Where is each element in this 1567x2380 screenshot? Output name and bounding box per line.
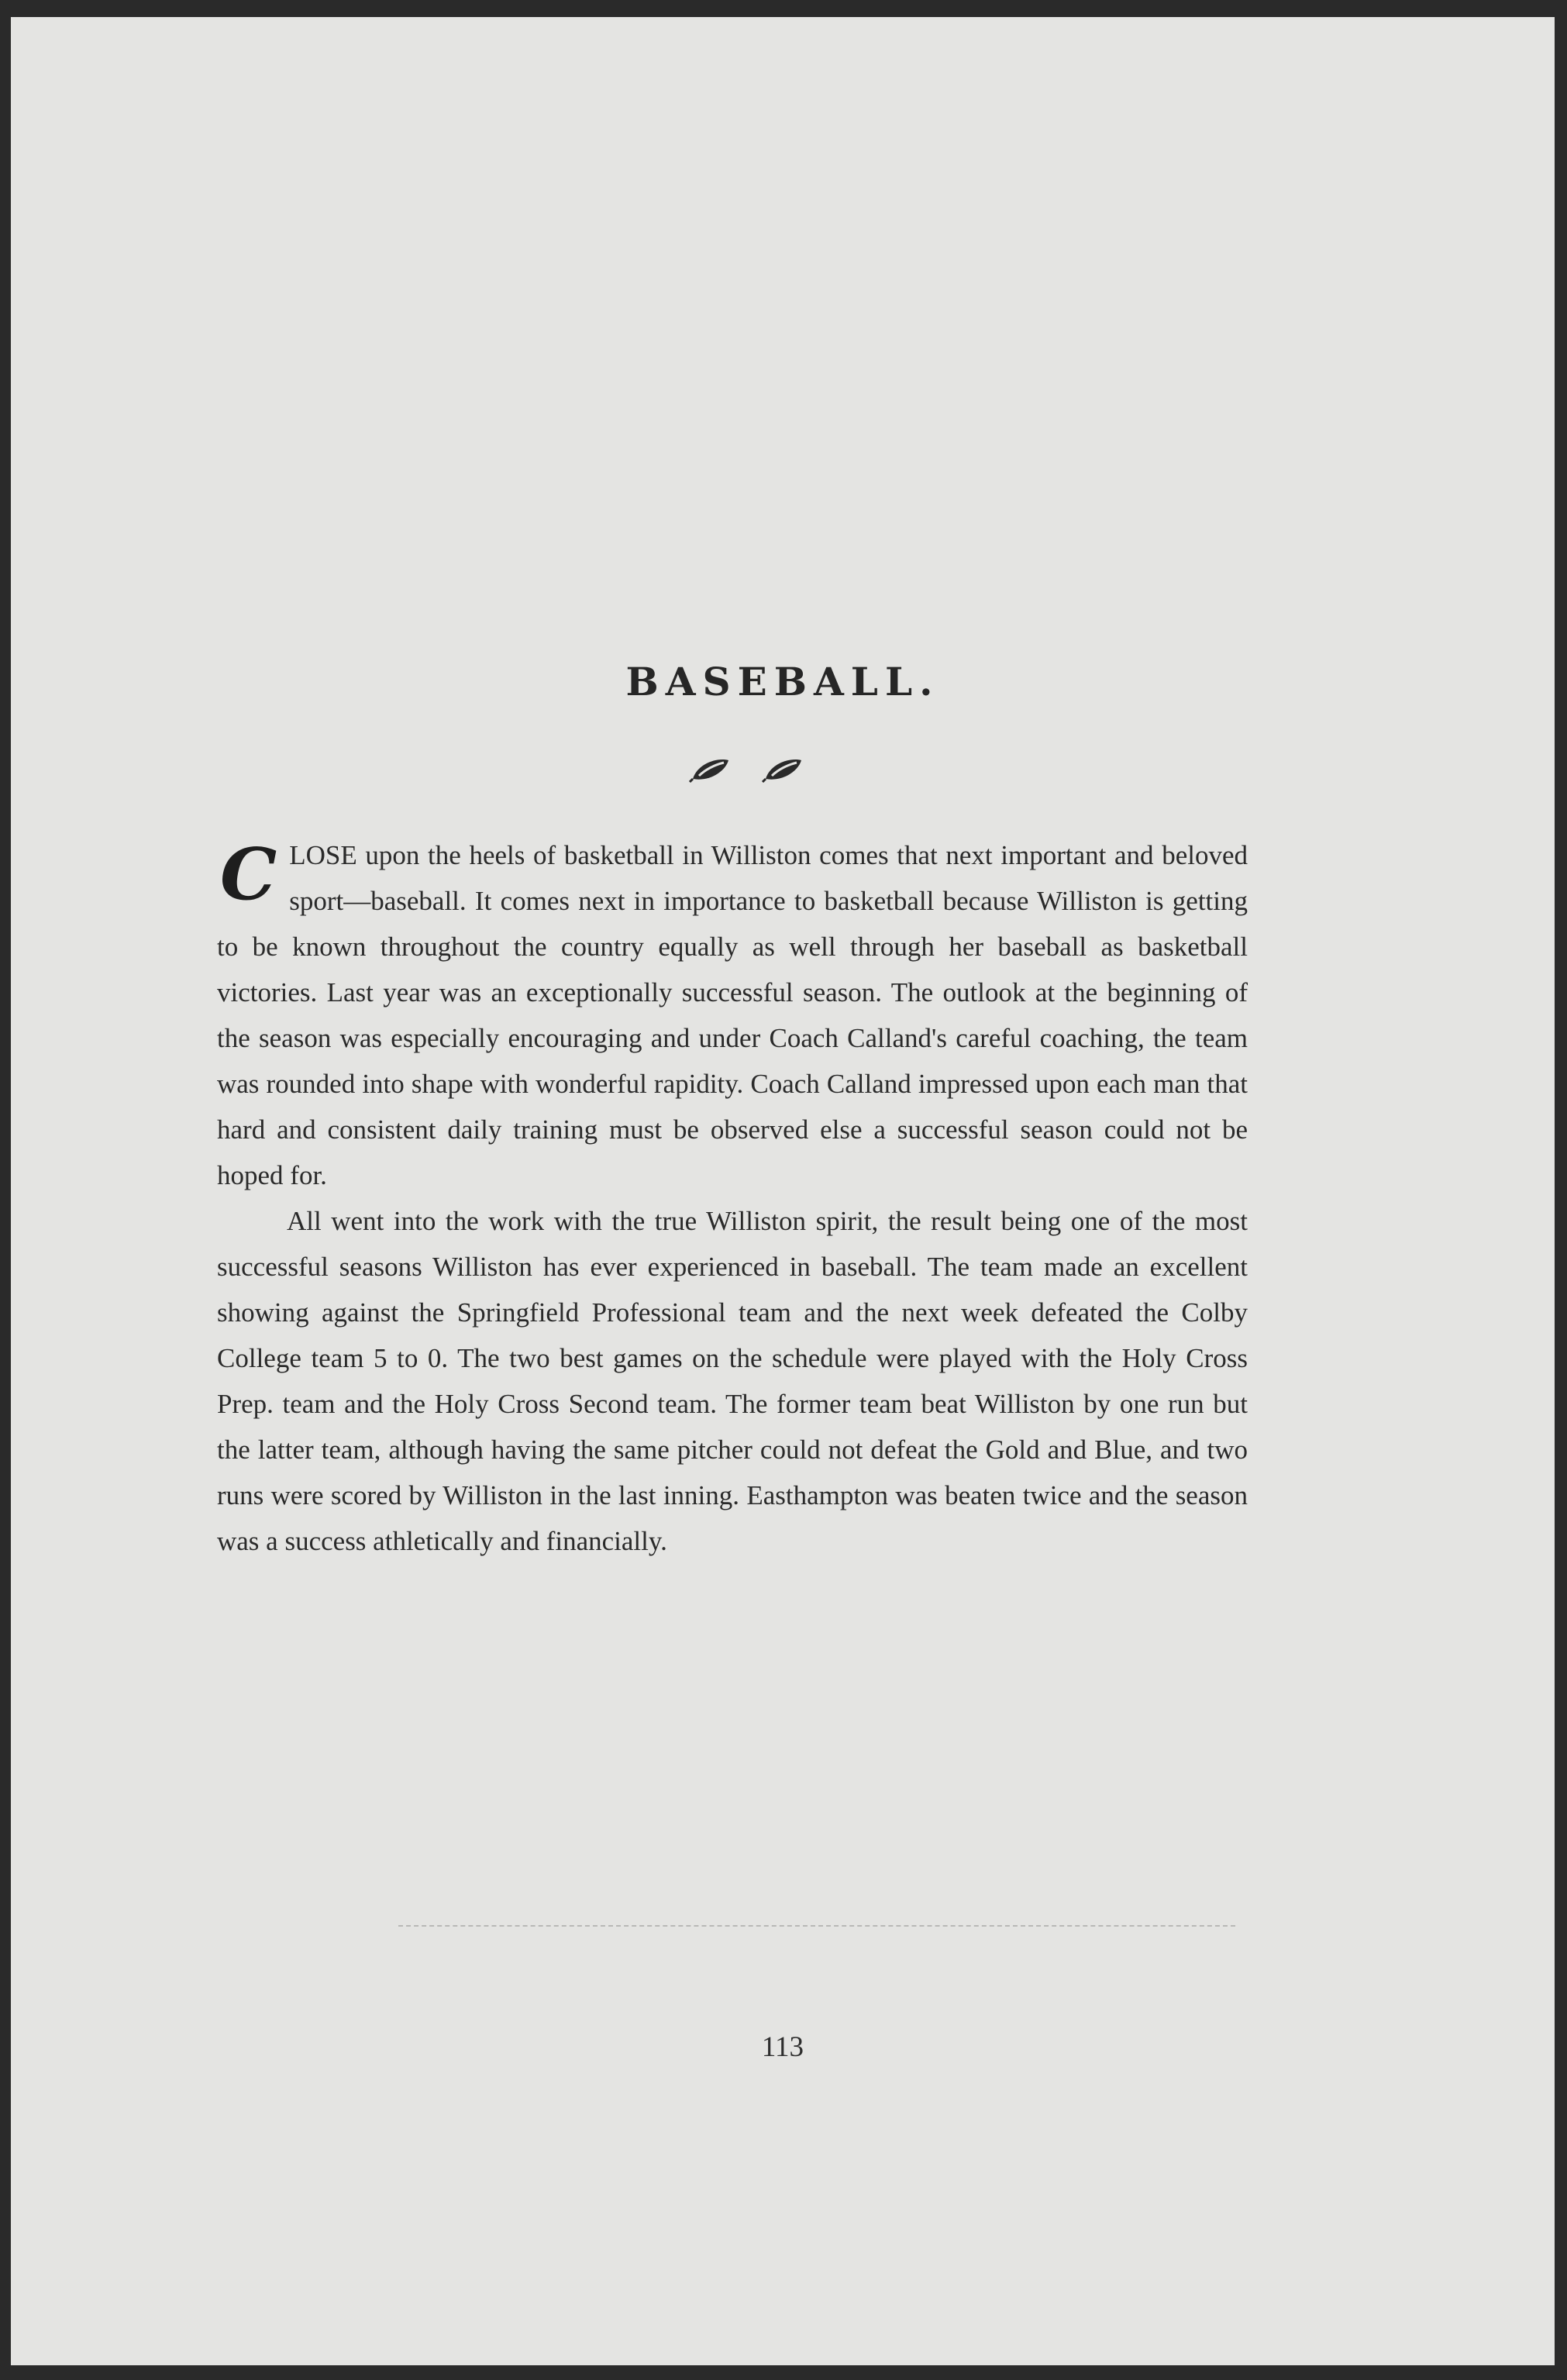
paragraph	[217, 1198, 1248, 1564]
ornament-leaf-icon	[763, 759, 801, 782]
page-number: 113	[761, 2031, 804, 2063]
ornament-divider	[685, 749, 817, 788]
ornament-leaf-icon	[690, 759, 728, 782]
drop-cap: C	[220, 832, 277, 916]
book-page	[11, 17, 1555, 2365]
paragraph-text: All went into the work with the true Williston spirit, the result being one of the most successful seasons Williston has ever experienced in baseball. The team made an excellent showing against the Springfield Professional team and the next week defeated the Colby College team 5 to 0. The two best games on the schedule were played with the Holy Cross Prep. team and the Holy Cross Second team. The former team beat Williston by one run but the latter team, although having the same pitcher could not defeat the Gold and Blue, and two runs were scored by Williston in the last inning. Easthampton was beaten twice and the season was a success athletically and financially.	[217, 1206, 1248, 1556]
page-title: BASEBALL.	[625, 659, 940, 704]
paragraph	[217, 832, 1248, 1198]
article-body	[217, 832, 1248, 1564]
paragraph-text: LOSE upon the heels of basketball in Williston comes that next important and beloved sport—baseball. It comes next in importance to basketball because Williston is getting to be known throughout the country equally as well through her baseball as basketball victories. Last year was an exceptionally successful season. The outlook at the beginning of the season was especially encouraging and under Coach Calland's careful coaching, the team was rounded into shape with wonderful rapidity. Coach Calland impressed upon each man that hard and consistent daily training must be observed else a successful season could not be hoped for.	[217, 840, 1248, 1190]
faint-rule	[398, 1925, 1235, 1927]
